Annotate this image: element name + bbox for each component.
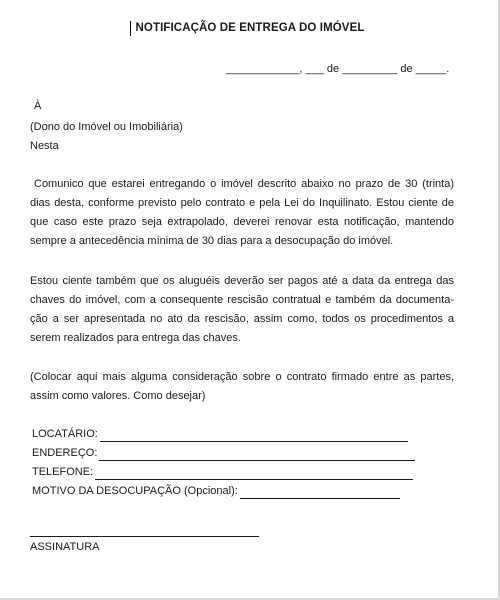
address-field[interactable] <box>32 446 415 461</box>
tenant-line[interactable] <box>100 429 408 442</box>
address-line[interactable] <box>99 448 415 461</box>
tenant-field[interactable] <box>32 427 408 442</box>
signature-line[interactable] <box>30 536 259 537</box>
date-line[interactable]: ____________, ___ de _________ de _____. <box>226 63 450 75</box>
reason-line[interactable] <box>240 486 400 499</box>
location: Nesta <box>30 140 59 152</box>
salutation: À <box>34 100 42 112</box>
reason-label: MOTIVO DA DESOCUPAÇÃO (Opcional): <box>32 485 238 497</box>
recipient: (Dono do Imóvel ou Imobiliária) <box>30 121 183 133</box>
address-label: ENDEREÇO: <box>32 447 98 459</box>
phone-label: TELEFONE: <box>32 466 94 478</box>
paragraph-notice: Comunico que estarei entregando o imóvel descrito abaixo no prazo de 30 (trinta) dias desta, conforme previsto pelo contrato e pela Lei do Inquilinato. Estou ciente de que caso este prazo seja extrapolado, deverei renovar esta notificação, mantendo sempre a antecedência mínima de 30 dias para a desocupação do imóvel. <box>30 178 454 247</box>
phone-line[interactable] <box>95 467 413 480</box>
signature-label: ASSINATURA <box>30 541 100 553</box>
paragraph-notes: (Colocar aqui mais alguma consideração sobre o contrato firmado entre as partes, assim como valores. Como desejar) <box>30 371 454 402</box>
paragraph-rent: Estou ciente também que os aluguéis deverão ser pagos até a data da entrega das chaves do imóvel, com a consequente rescisão contratual e também da documenta-ção a ser apresentada no ato da rescisão, assim como, todos os procedimentos a serem realizados para entrega das chaves. <box>30 275 454 344</box>
reason-field[interactable] <box>32 484 400 499</box>
phone-field[interactable] <box>32 465 413 480</box>
document-title: NOTIFICAÇÃO DE ENTREGA DO IMÓVEL <box>135 22 365 34</box>
tenant-label: LOCATÁRIO: <box>32 428 98 440</box>
